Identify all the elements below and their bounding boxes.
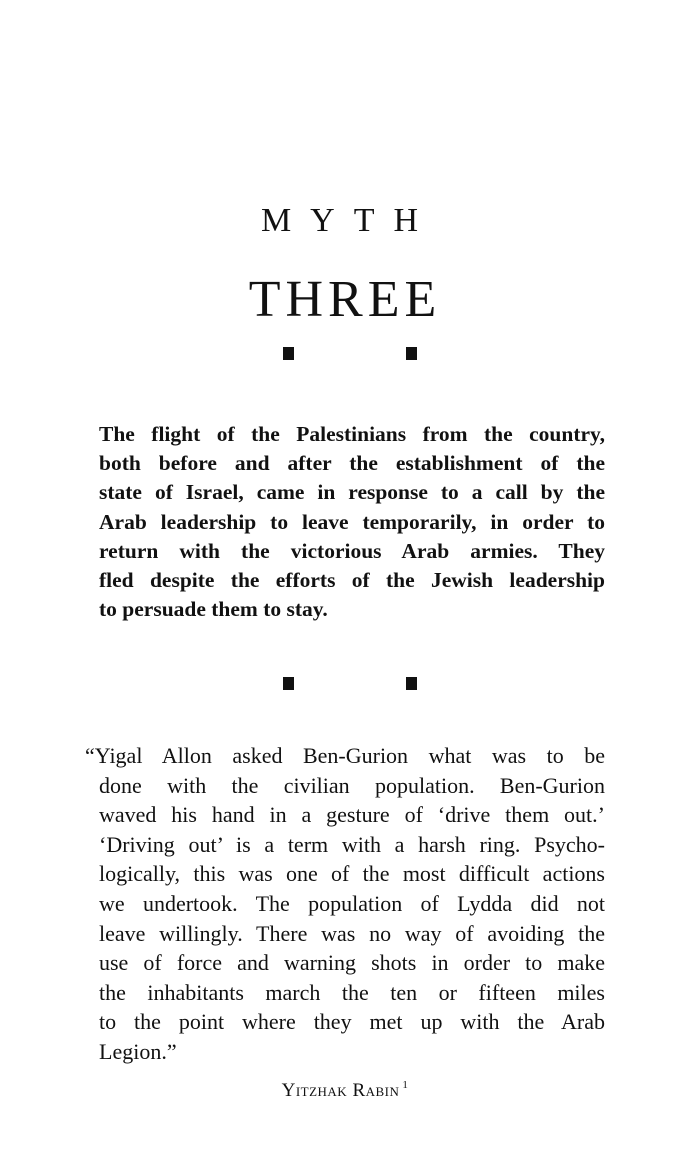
quote-line: “Yigal Allon asked Ben-Gurion what was to be: [85, 743, 605, 768]
ornament-divider-top: [0, 347, 690, 361]
chapter-label: MYTH: [260, 202, 438, 239]
statement-line: to persuade them to stay.: [99, 597, 328, 622]
quote-line: leave willingly. There was no way of avoiding the: [99, 920, 605, 946]
ornament-divider-bottom: [0, 677, 690, 691]
epigraph-quote: [85, 741, 605, 1067]
statement-line: Arab leadership to leave temporarily, in order to: [99, 509, 605, 534]
chapter-number: THREE: [248, 271, 442, 328]
statement-line: both before and after the establishment of the: [99, 451, 605, 476]
statement-line: The flight of the Palestinians from the country,: [99, 422, 605, 446]
statement-line: fled despite the efforts of the Jewish leadership: [99, 568, 605, 593]
square-bullet-icon: [406, 347, 417, 360]
quote-line: the inhabitants march the ten or fifteen miles: [99, 979, 605, 1005]
quote-line: done with the civilian population. Ben-Gurion: [99, 772, 605, 798]
statement-line: state of Israel, came in response to a call by the: [99, 480, 605, 505]
quote-line: ‘Driving out’ is a term with a harsh ring. Psycho-: [99, 831, 605, 857]
quote-line: to the point where they met up with the Arab: [99, 1009, 605, 1035]
quote-line: logically, this was one of the most difficult actions: [99, 861, 605, 887]
square-bullet-icon: [283, 677, 294, 690]
square-bullet-icon: [406, 677, 417, 690]
footnote-marker[interactable]: 1: [402, 1079, 409, 1091]
quote-line: we undertook. The population of Lydda did not: [99, 890, 605, 916]
attribution-name: Yitzhak Rabin: [281, 1080, 400, 1101]
statement-line: return with the victorious Arab armies. They: [99, 538, 605, 563]
square-bullet-icon: [283, 347, 294, 360]
quote-line: Legion.”: [99, 1038, 177, 1064]
quote-attribution: [0, 1079, 690, 1102]
quote-line: waved his hand in a gesture of ‘drive them out.’: [99, 802, 605, 828]
quote-line: use of force and warning shots in order to make: [99, 950, 605, 976]
myth-statement: [99, 420, 605, 624]
